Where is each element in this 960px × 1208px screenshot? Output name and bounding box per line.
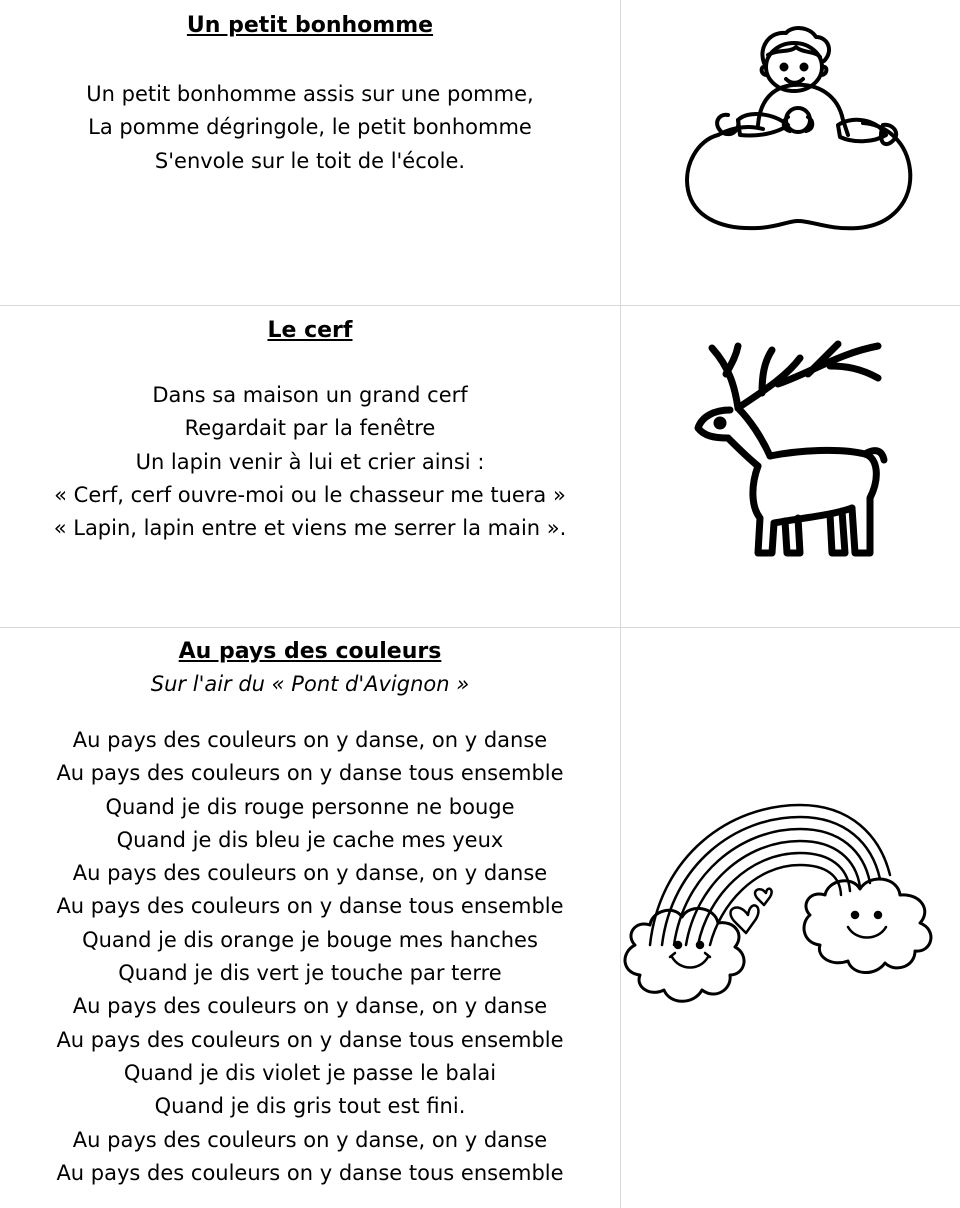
poem-subtitle: Sur l'air du « Pont d'Avignon » [150,672,470,696]
poem-au-pays-des-couleurs [0,638,620,1190]
poem-line: Quand je dis vert je touche par terre [118,961,502,986]
poem-line: Au pays des couleurs on y danse tous ensemble [56,1160,564,1185]
poem-line: Regardait par la fenêtre [184,416,436,441]
row-divider [0,627,960,628]
deer-icon [690,338,890,563]
rainbow-clouds-icon [620,795,960,1020]
poem-line: « Cerf, cerf ouvre-moi ou le chasseur me tuera » [54,482,566,507]
column-divider [620,0,621,1208]
poem-line: Un lapin venir à lui et crier ainsi : [135,449,485,474]
poem-line: Un petit bonhomme assis sur une pomme, [86,82,534,106]
poem-line: Au pays des couleurs on y danse tous ensemble [56,894,564,919]
boy-on-apple-icon [678,25,918,235]
poem-line: Au pays des couleurs on y danse tous ensemble [56,1027,564,1052]
poem-line: Au pays des couleurs on y danse, on y danse [72,1127,548,1152]
poem-line: Quand je dis gris tout est fini. [154,1094,466,1119]
poem-le-cerf [0,317,620,545]
poem-line: La pomme dégringole, le petit bonhomme [88,115,532,140]
poem-line: Quand je dis violet je passe le balai [123,1060,497,1085]
poem-title: Au pays des couleurs [178,639,442,664]
poem-line: Dans sa maison un grand cerf [152,383,468,407]
poem-line: S'envole sur le toit de l'école. [154,148,466,173]
poem-line: « Lapin, lapin entre et viens me serrer la main ». [53,516,567,541]
poem-line: Quand je dis rouge personne ne bouge [105,794,515,819]
poem-lines [0,78,620,178]
poem-line: Au pays des couleurs on y danse, on y danse [72,994,548,1019]
poem-lines [0,379,620,545]
poem-un-petit-bonhomme [0,12,620,178]
poem-lines [0,724,620,1190]
poem-line: Quand je dis bleu je cache mes yeux [116,827,504,852]
poem-title: Un petit bonhomme [186,13,434,38]
row-divider [0,305,960,306]
poem-line: Au pays des couleurs on y danse tous ensemble [56,761,564,786]
poem-title: Le cerf [267,318,353,343]
poem-line: Quand je dis orange je bouge mes hanches [82,927,538,952]
poem-line: Au pays des couleurs on y danse, on y danse [72,861,548,886]
poem-line: Au pays des couleurs on y danse, on y danse [72,728,548,752]
